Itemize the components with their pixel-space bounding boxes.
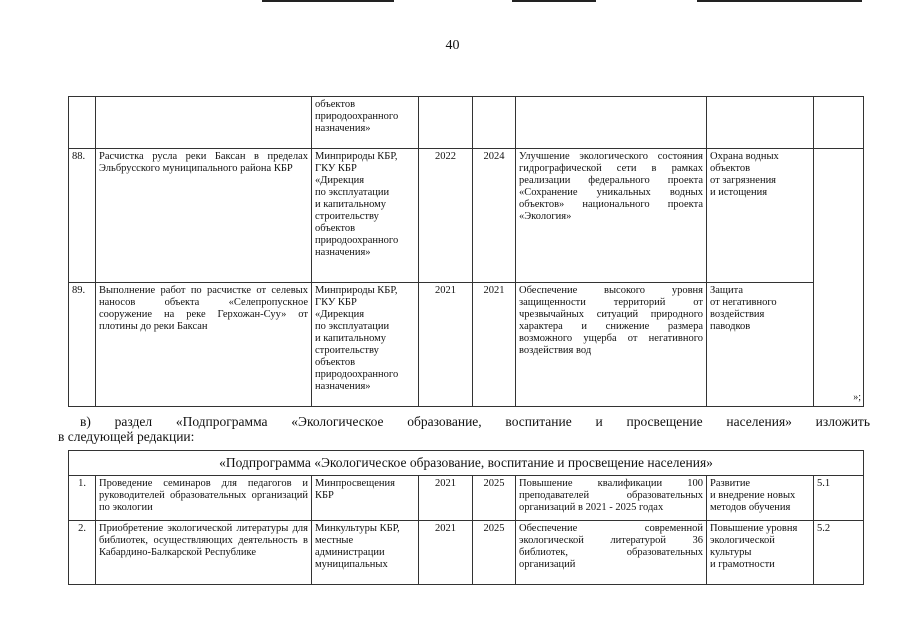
activity-cell: Выполнение работ по расчистке от селевых наносов объекта «Селепропускное сооружение на реке Герхожан-Суу» от плотины до реки Баксан	[96, 283, 312, 407]
activity-cell: Приобретение экологической литературы для библиотек, осуществляющих деятельность в Кабардино-Балкарской Республике	[96, 521, 312, 585]
executor-cell: Минпросвещения КБР	[312, 476, 419, 521]
result-cell: Обеспечение высокого уровня защищенности территорий от чрезвычайных ситуаций природного характера и снижение размера возможного ущерба от негативного воздействия вод	[516, 283, 707, 407]
top-rule-left	[262, 0, 394, 2]
subprogram-table	[68, 450, 864, 585]
ref-cell: 5.1	[814, 476, 864, 521]
end-year: 2025	[473, 476, 516, 521]
result-cell: Повышение квалификации 100 преподавателей образовательных организаций в 2021 - 2025 годах	[516, 476, 707, 521]
table-row	[69, 149, 864, 283]
row-number	[69, 97, 96, 149]
start-year: 2022	[419, 149, 473, 283]
goal-cell	[707, 97, 814, 149]
result-cell	[516, 97, 707, 149]
table-title-row	[69, 451, 864, 476]
row-number: 89.	[69, 283, 96, 407]
result-cell: Обеспечение современной экологической литературой 36 библиотек, образовательных организаций	[516, 521, 707, 585]
executor-cell: объектов природоохранного назначения»	[312, 97, 419, 149]
row-number: 1.	[69, 476, 96, 521]
start-year: 2021	[419, 283, 473, 407]
executor-cell: Минприроды КБР, ГКУ КБР «Дирекция по эксплуатации и капитальному строительству объектов природоохранного назначения»	[312, 283, 419, 407]
goal-cell: Повышение уровня экологической культуры и грамотности	[707, 521, 814, 585]
goal-cell: Развитие и внедрение новых методов обучения	[707, 476, 814, 521]
top-rule-middle	[512, 0, 596, 2]
ref-cell	[814, 149, 864, 407]
page-number: 40	[445, 38, 460, 53]
row-number: 2.	[69, 521, 96, 585]
end-year	[473, 97, 516, 149]
activity-cell	[96, 97, 312, 149]
instruction-line-1: в) раздел «Подпрограмма «Экологическое образование, воспитание и просвещение населения» изложить	[80, 414, 870, 429]
goal-cell: Охрана водных объектов от загрязнения и истощения	[707, 149, 814, 283]
start-year: 2021	[419, 476, 473, 521]
result-cell: Улучшение экологического состояния гидрографической сети в рамках реализации федерального проекта «Сохранение уникальных водных объектов» национального проекта «Экология»	[516, 149, 707, 283]
executor-cell: Минприроды КБР, ГКУ КБР «Дирекция по эксплуатации и капитальному строительству объектов природоохранного назначения»	[312, 149, 419, 283]
ref-cell: 5.2	[814, 521, 864, 585]
end-year: 2021	[473, 283, 516, 407]
row-number: 88.	[69, 149, 96, 283]
end-year: 2025	[473, 521, 516, 585]
closing-quote: »;	[853, 392, 861, 403]
activities-table-continued	[68, 96, 864, 407]
table-row	[69, 521, 864, 585]
table-row	[69, 476, 864, 521]
table-row	[69, 97, 864, 149]
activity-cell: Расчистка русла реки Баксан в пределах Эльбрусского муниципального района КБР	[96, 149, 312, 283]
end-year: 2024	[473, 149, 516, 283]
top-rule-right	[697, 0, 862, 2]
ref-cell	[814, 97, 864, 149]
subprogram-title: «Подпрограмма «Экологическое образование, воспитание и просвещение населения»	[69, 451, 864, 476]
start-year: 2021	[419, 521, 473, 585]
instruction-line-2: в следующей редакции:	[58, 429, 195, 444]
table-row	[69, 283, 864, 407]
goal-cell: Защита от негативного воздействия паводков	[707, 283, 814, 407]
activity-cell: Проведение семинаров для педагогов и руководителей образовательных организаций по экологии	[96, 476, 312, 521]
executor-cell: Минкультуры КБР, местные администрации муниципальных	[312, 521, 419, 585]
start-year	[419, 97, 473, 149]
